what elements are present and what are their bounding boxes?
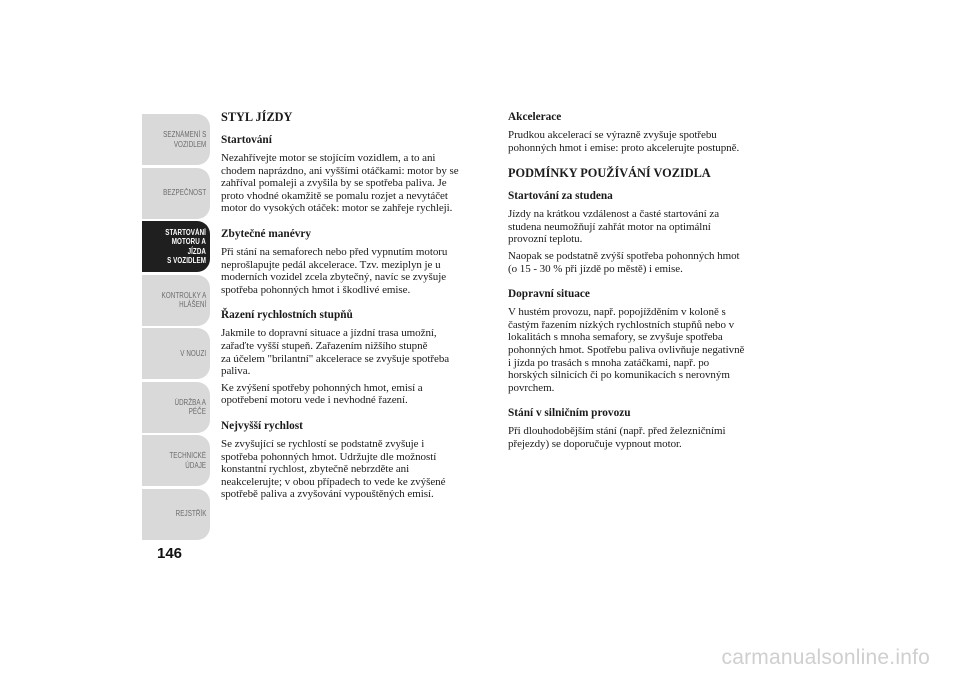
paragraph: Při stání na semaforech nebo před vypnutím motoru neprošlapujte pedál akcelerace. Tzv. meziplyn je u moderních vozidel zcela zbytečný, navíc se zvyšuje spotřeba pohonných hmot i škodlivé emise. bbox=[221, 245, 448, 296]
tab-rejstrik[interactable] bbox=[142, 489, 210, 540]
tab-kontrolky-a-hlaseni[interactable] bbox=[142, 275, 210, 326]
paragraph: Jakmile to dopravní situace a jízdní trasa umožní, zařaďte vyšší stupeň. Zařazením nižšího stupně za účelem "brilantní" akcelerace se zvyšuje spotřeba paliva. bbox=[221, 327, 450, 378]
subheading: Startování bbox=[221, 134, 272, 146]
tab-label: STARTOVÁNÍ MOTORU A JÍZDA S VOZIDLEM bbox=[165, 227, 206, 265]
paragraph: Nezahřívejte motor se stojícím vozidlem, a to ani chodem naprázdno, ani vyššími otáčkami: motor by se zahříval pomaleji a zvyšila by se spotřeba paliva. Je proto vhodné okamžitě se pomalu rozjet a nevytáčet motor do vysokých otáček: motor se zahřeje rychleji. bbox=[221, 152, 459, 215]
tab-label: ÚDRŽBA A PÉČE bbox=[174, 397, 206, 416]
section-title: PODMÍNKY POUŽÍVÁNÍ VOZIDLA bbox=[508, 166, 711, 181]
tab-label: V NOUZI bbox=[180, 348, 206, 358]
paragraph: Se zvyšující se rychlostí se podstatně zvyšuje i spotřeba pohonných hmot. Udržujte dle možností konstantní rychlost, zbytečně nebrzděte ani neakcelerujte; v obou případech to vede ke zvýšené spotřebě paliva a zvyšování vypouštěných emisí. bbox=[221, 437, 446, 501]
paragraph: Ke zvýšení spotřeby pohonných hmot, emisí a opotřebení motoru vede i nevhodné řazení. bbox=[221, 381, 423, 407]
tab-label: TECHNICKÉ ÚDAJE bbox=[169, 451, 206, 470]
tab-bezpecnost[interactable] bbox=[142, 168, 210, 219]
left-column bbox=[221, 110, 506, 502]
tab-label: KONTROLKY A HLÁŠENÍ bbox=[161, 290, 206, 309]
watermark: carmanualsonline.info bbox=[721, 646, 930, 669]
subheading: Akcelerace bbox=[508, 111, 562, 123]
paragraph: Při dlouhodobějším stání (např. před železničními přejezdy) se doporučuje vypnout motor. bbox=[508, 425, 726, 450]
subheading: Řazení rychlostních stupňů bbox=[221, 309, 353, 322]
section-title: STYL JÍZDY bbox=[221, 110, 293, 124]
tab-seznameni-s-vozidlem[interactable] bbox=[142, 114, 210, 165]
tab-label: SEZNÁMENÍ S VOZIDLEM bbox=[162, 130, 206, 149]
subheading: Nejvyšší rychlost bbox=[221, 419, 303, 432]
tab-label: REJSTŘÍK bbox=[175, 509, 206, 519]
tab-technicke-udaje[interactable] bbox=[142, 435, 210, 486]
paragraph: V hustém provozu, např. popojížděním v koloně s častým řazením nízkých rychlostních stupňů nebo v lokalitách s mnoha semafory, se zvyšuje spotřeba pohonných hmot. Spotřebu paliva ovlivňuje negativně i jízda po trasách s mnoha zatáčkami, např. po horských silnicích či po komunikacích s nerovným povrchem. bbox=[508, 306, 745, 394]
subheading: Zbytečné manévry bbox=[221, 227, 312, 240]
paragraph: Naopak se podstatně zvýší spotřeba pohonných hmot (o 15 - 30 % při jízdě po městě) i emise. bbox=[508, 249, 740, 275]
subheading: Startování za studena bbox=[508, 190, 613, 203]
subheading: Stání v silničním provozu bbox=[508, 407, 631, 420]
paragraph: Jízdy na krátkou vzdálenost a časté startování za studena neumožňují zahřát motor na optimální provozní teplotu. bbox=[508, 208, 720, 246]
tab-v-nouzi[interactable] bbox=[142, 328, 210, 379]
right-column bbox=[508, 110, 793, 452]
paragraph: Prudkou akcelerací se výrazně zvyšuje spotřebu pohonných hmot i emise: proto akcelerujte postupně. bbox=[508, 129, 740, 154]
tab-startovani-motoru[interactable] bbox=[142, 221, 210, 272]
subheading: Dopravní situace bbox=[508, 288, 590, 301]
page-number: 146 bbox=[157, 545, 183, 562]
tab-udrzba-a-pece[interactable] bbox=[142, 382, 210, 433]
chapter-sidebar bbox=[142, 114, 210, 542]
tab-label: BEZPEČNOST bbox=[162, 188, 206, 198]
